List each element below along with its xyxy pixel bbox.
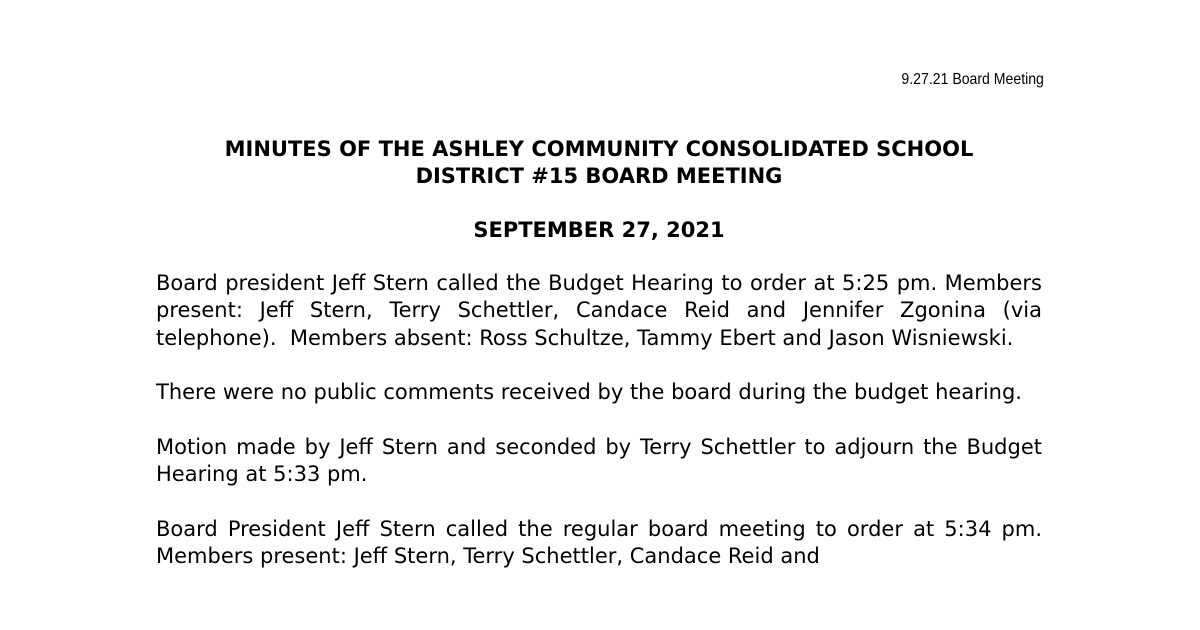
paragraph-adjourn-motion: Motion made by Jeff Stern and seconded by Terry Schettler to adjourn the Budget Hearing at 5:33 pm. (156, 434, 1049, 487)
document-body (156, 270, 1056, 598)
paragraph-public-comments: There were no public comments received by the board during the budget hearing. (156, 380, 1022, 405)
title-line-1: MINUTES OF THE ASHLEY COMMUNITY CONSOLIDATED SCHOOL (224, 137, 974, 161)
paragraph-budget-hearing-call: Board president Jeff Stern called the Budget Hearing to order at 5:25 pm. Members present: Jeff Stern, Terry Schettler, Candace Reid and Jennifer Zgonina (via telephone). Members absent: Ross Schultze, Tammy Ebert and Jason Wisniewski. (156, 271, 1049, 350)
meeting-date: SEPTEMBER 27, 2021 (473, 218, 725, 242)
document-title (156, 136, 1042, 190)
title-line-2: DISTRICT #15 BOARD MEETING (415, 164, 783, 188)
paragraph-regular-meeting-call: Board President Jeff Stern called the regular board meeting to order at 5:34 pm. Members present: Jeff Stern, Terry Schettler, Candace Reid and (156, 516, 1056, 568)
header-reference: 9.27.21 Board Meeting (901, 71, 1044, 88)
